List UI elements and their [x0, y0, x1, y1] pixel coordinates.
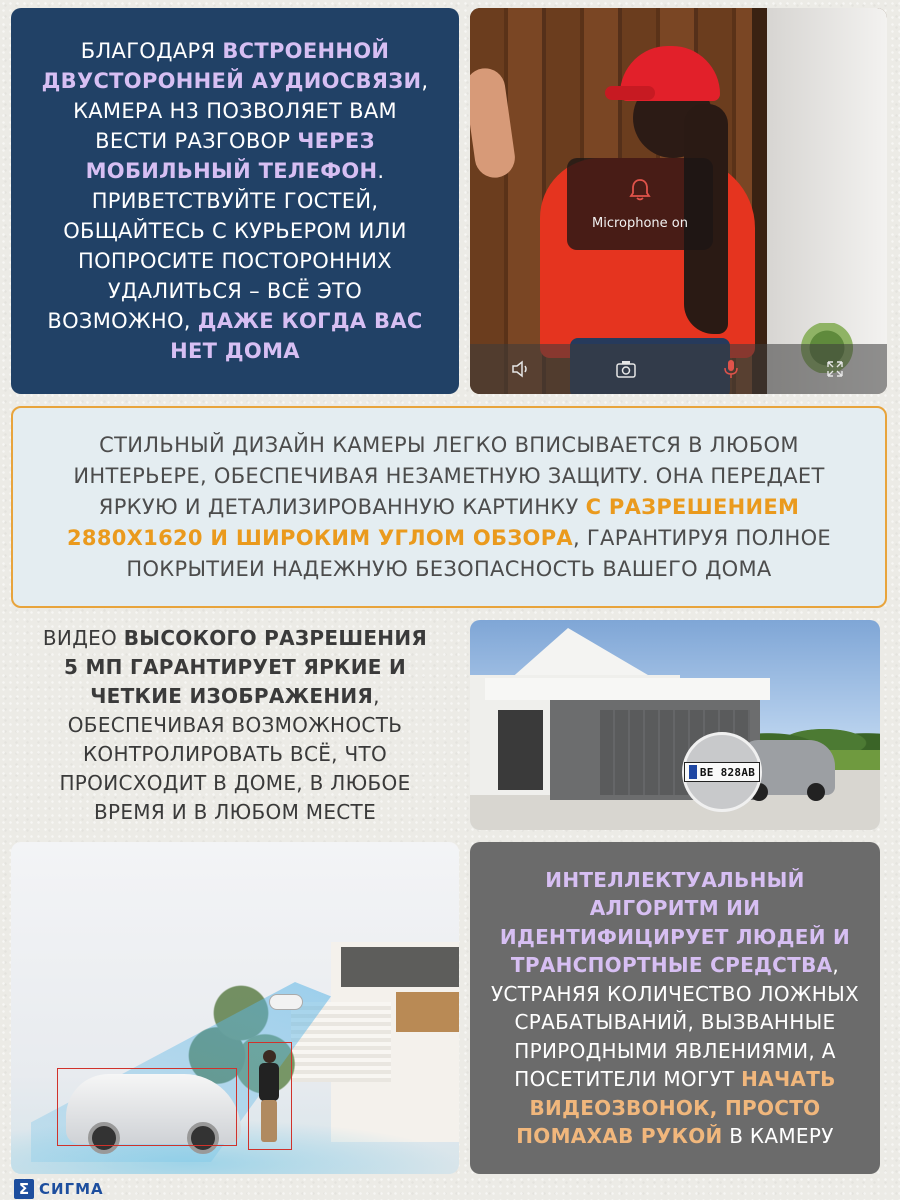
video-text-part: ВИДЕО [42, 625, 124, 650]
design-text-part: СТИЛЬНЫЙ ДИЗАЙН КАМЕРЫ ЛЕГКО ВПИСЫВАЕТСЯ В ЛЮБОМ ИНТЕРЬЕРЕ, ОБЕСПЕЧИВАЯ НЕЗАМЕТНУЮ ЗАЩИТУ. ОНА ПЕРЕДАЕТ ЯРКУЮ И ДЕТАЛИЗИРОВАННУЮ КАРТИНКУ [73, 432, 825, 519]
video-feature-panel [11, 620, 459, 830]
design-feature-panel [11, 406, 887, 608]
doorstep-photo [470, 8, 887, 394]
audio-text-part: , КАМЕРА H3 ПОЗВОЛЯЕТ ВАМ ВЕСТИ РАЗГОВОР [73, 69, 429, 153]
sigma-logo-icon: Σ [14, 1179, 34, 1199]
algorithm-text-part: , УСТРАНЯЯ КОЛИЧЕСТВО ЛОЖНЫХ СРАБАТЫВАНИЙ, ВЫЗВАННЫЕ ПРИРОДНЫМИ ЯВЛЕНИЯМИ, А ПОСЕТИТЕЛИ МОГУТ [490, 953, 860, 1091]
building-top [341, 947, 459, 987]
design-text-part: , ГАРАНТИРУЯ ПОЛНОЕ ПОКРЫТИЕИ НАДЕЖНУЮ БЕЗОПАСНОСТЬ ВАШЕГО ДОМА [126, 525, 831, 581]
algorithm-text-part: В КАМЕРУ [722, 1124, 834, 1148]
algorithm-highlight-wave: НАЧАТЬ ВИДЕОЗВОНОК, ПРОСТО ПОМАХАВ РУКОЙ [516, 1067, 836, 1148]
video-control-bar [470, 344, 887, 394]
algorithm-highlight-ai: ИНТЕЛЛЕКТУАЛЬНЫЙ АЛГОРИТМ ИИ ИДЕНТИФИЦИРУЕТ ЛЮДЕЙ И ТРАНСПОРТНЫЕ СРЕДСТВА [499, 867, 851, 977]
car-wheel [807, 783, 825, 801]
video-text-part: , ОБЕСПЕЧИВАЯ ВОЗМОЖНОСТЬ КОНТРОЛИРОВАТЬ ВСЁ, ЧТО ПРОИСХОДИТ В ДОМЕ, В ЛЮБОЕ ВРЕМЯ И В ЛЮБОМ МЕСТЕ [59, 683, 411, 824]
house-photo [470, 620, 880, 830]
person-detection-box [248, 1042, 292, 1150]
audio-highlight-two-way: ВСТРОЕННОЙ ДВУСТОРОННЕЙ АУДИОСВЯЗИ [41, 39, 422, 93]
video-highlight-5mp: ВЫСОКОГО РАЗРЕШЕНИЯ 5 МП ГАРАНТИРУЕТ ЯРКИЕ И ЧЕТКИЕ ИЗОБРАЖЕНИЯ [63, 625, 428, 708]
algorithm-feature-text [484, 866, 866, 1151]
canopy [485, 678, 770, 700]
microphone-toast [567, 158, 713, 250]
audio-highlight-away: ДАЖЕ КОГДА ВАС НЕТ ДОМА [170, 309, 423, 363]
plate-text: BE 828AB [699, 765, 756, 779]
algorithm-feature-panel [470, 842, 880, 1174]
video-feature-text [41, 624, 429, 827]
wood-cladding [396, 992, 459, 1032]
toast-label: Microphone on [592, 215, 688, 231]
speaker-icon[interactable] [505, 352, 539, 386]
security-camera [269, 994, 303, 1010]
eu-band [689, 765, 697, 779]
microphone-icon[interactable] [714, 352, 748, 386]
entrance-door [498, 710, 543, 790]
cap-brim [605, 86, 655, 100]
fullscreen-icon[interactable] [818, 352, 852, 386]
camera-snapshot-icon[interactable] [609, 352, 643, 386]
design-highlight-resolution: С РАЗРЕШЕНИЕМ 2880X1620 И ШИРОКИМ УГЛОМ ОБЗОРА [67, 494, 800, 550]
license-plate [684, 762, 760, 782]
audio-feature-panel [11, 8, 459, 394]
car-detection-box [57, 1068, 237, 1146]
audio-highlight-phone: ЧЕРЕЗ МОБИЛЬНЫЙ ТЕЛЕФОН [85, 129, 378, 183]
audio-text-part: . ПРИВЕТСТВУЙТЕ ГОСТЕЙ, ОБЩАЙТЕСЬ С КУРЬЕРОМ ИЛИ ПОПРОСИТЕ ПОСТОРОННИХ УДАЛИТЬСЯ – ВСЁ ЭТО ВОЗМОЖНО, [47, 159, 407, 333]
audio-text-part: БЛАГОДАРЯ [80, 39, 223, 63]
ai-detection-scene [11, 842, 459, 1174]
audio-feature-text [39, 36, 431, 366]
license-plate-zoom [682, 732, 762, 812]
design-feature-text [43, 430, 855, 585]
sigma-logo-text: СИГМА [39, 1180, 104, 1198]
sigma-logo [14, 1178, 104, 1200]
bell-icon [629, 178, 651, 206]
